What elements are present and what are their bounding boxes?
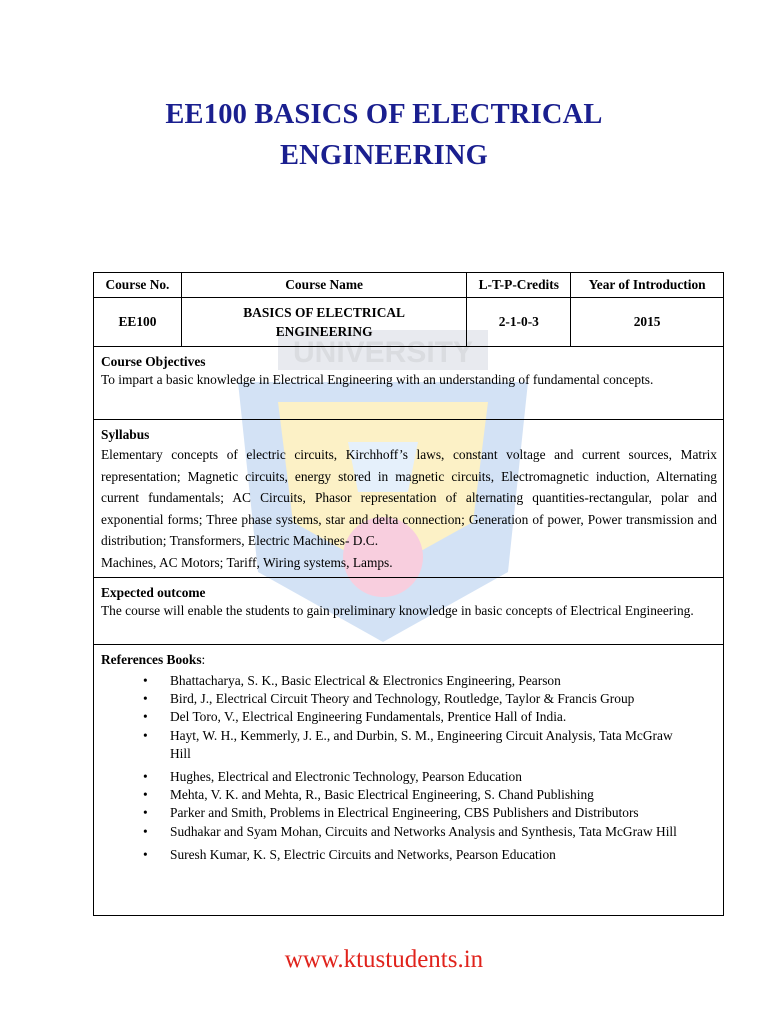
outcome-row <box>94 578 724 645</box>
references-section <box>94 645 723 868</box>
list-item: • Parker and Smith, Problems in Electrical Engineering, CBS Publishers and Distributors <box>101 804 717 822</box>
syllabus-text: Elementary concepts of electric circuits, Kirchhoff’s laws, constant voltage and current sources, Matrix representation; Magnetic circuits, energy stored in magnetic circuits, Electromagnetic induction, Alternating current fundamentals; AC Circuits, Phasor representation of alternating quantities-rectangular, polar and exponential forms; Three phase systems, star and delta connection; Generation of power, Power transmission and distribution; Transformers, Electric Machines- D.C. <box>101 447 717 548</box>
list-item: • Bird, J., Electrical Circuit Theory and Technology, Routledge, Taylor & Francis Group <box>101 690 717 708</box>
watermark-text: UNIVERSITY <box>292 336 474 369</box>
bullet: • <box>143 769 148 785</box>
course-name-line-1: BASICS OF ELECTRICAL <box>243 305 405 320</box>
references-row <box>94 645 724 916</box>
bullet: • <box>143 709 148 725</box>
bullet: • <box>143 805 148 821</box>
references-heading: References Books: <box>101 652 206 667</box>
title-line-1: EE100 BASICS OF ELECTRICAL <box>165 99 603 130</box>
course-name-value <box>181 298 466 347</box>
bullet: • <box>143 823 148 839</box>
course-no-value: EE100 <box>94 298 182 347</box>
list-item: • Mehta, V. K. and Mehta, R., Basic Electrical Engineering, S. Chand Publishing <box>101 786 717 804</box>
bullet: • <box>143 787 148 803</box>
list-item: • Suresh Kumar, K. S, Electric Circuits and Networks, Pearson Education <box>101 846 717 864</box>
course-table <box>93 272 724 916</box>
objectives-text: To impart a basic knowledge in Electrical Engineering with an understanding of fundamental concepts. <box>101 372 654 387</box>
outcome-text: The course will enable the students to gain preliminary knowledge in basic concepts of Electrical Engineering. <box>101 603 694 618</box>
outcome-heading: Expected outcome <box>101 585 206 600</box>
syllabus-row <box>94 420 724 578</box>
syllabus-section <box>94 420 723 577</box>
list-item: • Hughes, Electrical and Electronic Technology, Pearson Education <box>101 768 717 786</box>
title-line-2: ENGINEERING <box>279 140 489 171</box>
objectives-row <box>94 347 724 420</box>
list-item: • Hayt, W. H., Kemmerly, J. E., and Durbin, S. M., Engineering Circuit Analysis, Tata McGraw Hill <box>143 727 673 761</box>
objectives-heading: Course Objectives <box>101 354 206 369</box>
table-value-row <box>94 298 724 347</box>
bullet: • <box>143 846 148 862</box>
header-year: Year of Introduction <box>571 273 724 298</box>
header-course-name: Course Name <box>181 273 466 298</box>
bullet: • <box>143 673 148 688</box>
table-header-row <box>94 273 724 298</box>
course-name-line-2: ENGINEERING <box>275 324 373 339</box>
outcome-section <box>94 578 723 624</box>
year-value: 2015 <box>571 298 724 347</box>
bullet: • <box>143 727 148 743</box>
list-item: • Del Toro, V., Electrical Engineering Fundamentals, Prentice Hall of India. <box>101 708 717 726</box>
ltp-credits-value: 2-1-0-3 <box>467 298 571 347</box>
references-list <box>101 672 717 864</box>
page-title <box>0 94 768 176</box>
header-course-no: Course No. <box>94 273 182 298</box>
syllabus-heading: Syllabus <box>101 427 150 442</box>
header-ltp-credits: L-T-P-Credits <box>467 273 571 298</box>
list-item: • Sudhakar and Syam Mohan, Circuits and Networks Analysis and Synthesis, Tata McGraw Hill <box>101 823 717 841</box>
objectives-section <box>94 347 723 393</box>
list-item: • Bhattacharya, S. K., Basic Electrical & Electronics Engineering, Pearson <box>101 672 717 690</box>
syllabus-text-end: Machines, AC Motors; Tariff, Wiring systems, Lamps. <box>101 554 393 570</box>
footer-link[interactable]: www.ktustudents.in <box>284 946 484 973</box>
bullet: • <box>143 691 148 707</box>
